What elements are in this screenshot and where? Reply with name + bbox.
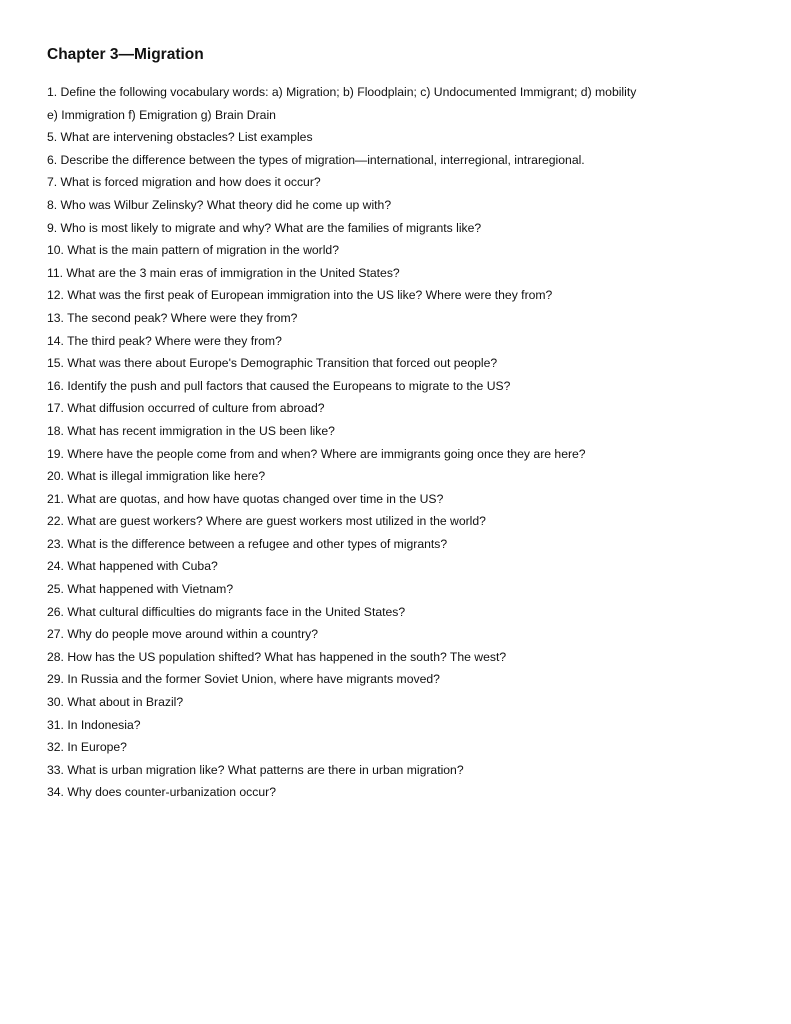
question-line: 34. Why does counter-urbanization occur?: [47, 785, 276, 800]
question-line: 22. What are guest workers? Where are guest workers most utilized in the world?: [47, 514, 486, 529]
question-line: 16. Identify the push and pull factors that caused the Europeans to migrate to the US?: [47, 378, 511, 393]
question-line: 12. What was the first peak of European immigration into the US like? Where were they from?: [47, 288, 553, 303]
question-line: 23. What is the difference between a refugee and other types of migrants?: [47, 536, 448, 551]
question-line: e) Immigration f) Emigration g) Brain Drain: [47, 107, 276, 122]
question-list: [47, 81, 767, 804]
question-line: 15. What was there about Europe's Demographic Transition that forced out people?: [47, 356, 498, 371]
question-line: 5. What are intervening obstacles? List examples: [47, 130, 313, 145]
question-line: 28. How has the US population shifted? What has happened in the south? The west?: [47, 649, 507, 664]
question-line: 6. Describe the difference between the types of migration—international, interregional, intraregional.: [47, 152, 585, 167]
question-line: 9. Who is most likely to migrate and why? What are the families of migrants like?: [47, 220, 482, 235]
question-line: 26. What cultural difficulties do migrants face in the United States?: [47, 604, 406, 619]
question-line: 20. What is illegal immigration like here?: [47, 469, 266, 484]
question-line: 33. What is urban migration like? What patterns are there in urban migration?: [47, 762, 464, 777]
question-line: 29. In Russia and the former Soviet Union, where have migrants moved?: [47, 672, 440, 687]
question-line: 14. The third peak? Where were they from?: [47, 333, 282, 348]
question-line: 32. In Europe?: [47, 740, 127, 755]
question-line: 10. What is the main pattern of migration in the world?: [47, 243, 339, 258]
question-line: 21. What are quotas, and how have quotas changed over time in the US?: [47, 491, 444, 506]
question-line: 13. The second peak? Where were they from?: [47, 310, 298, 325]
question-line: 11. What are the 3 main eras of immigration in the United States?: [47, 265, 400, 280]
question-line: 30. What about in Brazil?: [47, 695, 184, 710]
question-line: 25. What happened with Vietnam?: [47, 582, 234, 597]
question-line: 17. What diffusion occurred of culture from abroad?: [47, 401, 325, 416]
question-line: 24. What happened with Cuba?: [47, 559, 218, 574]
question-line: 1. Define the following vocabulary words: a) Migration; b) Floodplain; c) Undocumented Immigrant; d) mobility: [47, 85, 637, 99]
question-line: 8. Who was Wilbur Zelinsky? What theory did he come up with?: [47, 197, 392, 212]
question-line: 7. What is forced migration and how does it occur?: [47, 175, 321, 190]
question-line: 19. Where have the people come from and when? Where are immigrants going once they are here?: [47, 446, 586, 461]
question-line: 18. What has recent immigration in the US been like?: [47, 423, 335, 438]
question-line: 27. Why do people move around within a country?: [47, 627, 318, 642]
question-line: 31. In Indonesia?: [47, 717, 141, 732]
page-title: Chapter 3—Migration: [47, 46, 204, 63]
